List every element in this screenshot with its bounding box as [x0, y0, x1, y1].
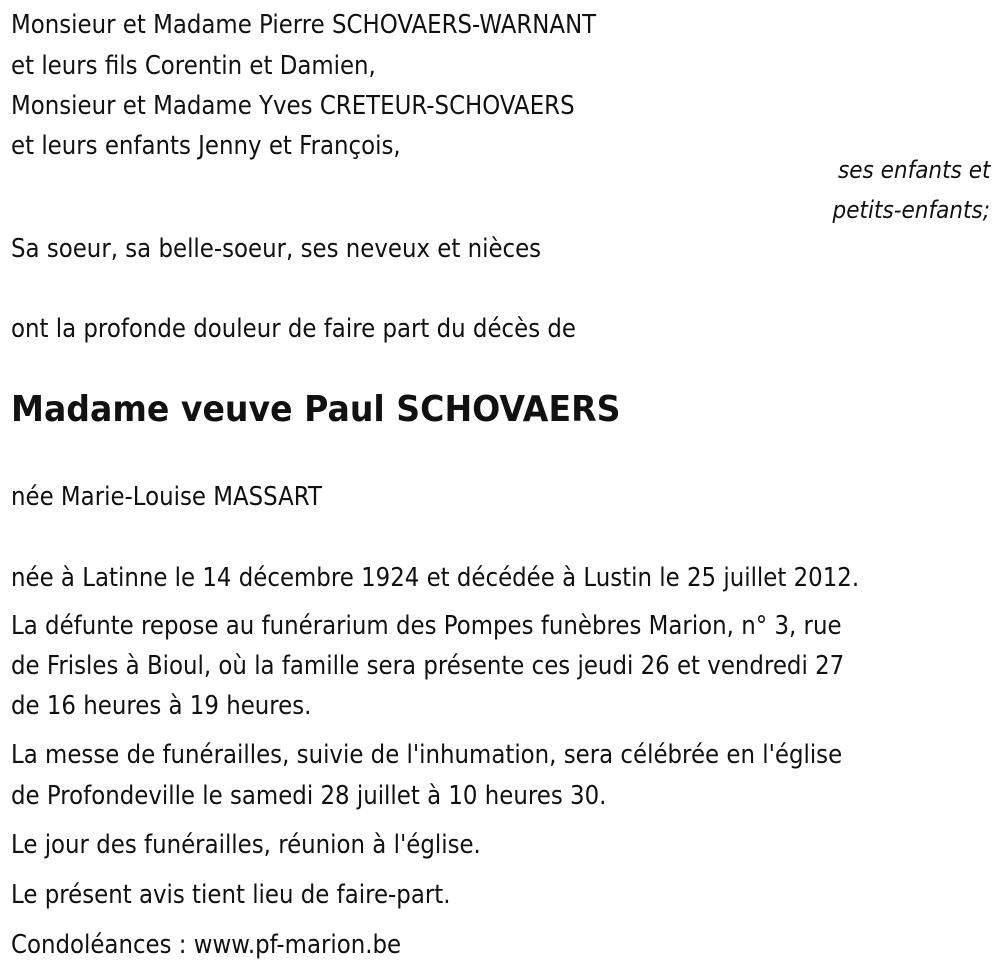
announcement-line: ont la profonde douleur de faire part du décès de: [11, 314, 576, 344]
meeting-line: Le jour des funérailles, réunion à l'église.: [11, 830, 481, 860]
birth-death-line: née à Latinne le 14 décembre 1924 et décédée à Lustin le 25 juillet 2012.: [11, 563, 860, 593]
mass-line-1: La messe de funérailles, suivie de l'inhumation, sera célébrée en l'église: [11, 740, 843, 770]
role-line-1: ses enfants et: [837, 156, 990, 184]
condolences-label: Condoléances :: [11, 930, 194, 960]
role-line-2: petits-enfants;: [832, 196, 990, 224]
condolences-link[interactable]: www.pf-marion.be: [193, 930, 402, 960]
condolences-line: [11, 930, 401, 960]
birth-name: née Marie-Louise MASSART: [11, 482, 322, 512]
family-line-3: Monsieur et Madame Yves CRETEUR-SCHOVAERS: [11, 91, 575, 121]
siblings-line: Sa soeur, sa belle-soeur, ses neveux et nièces: [11, 234, 542, 264]
mass-line-2: de Profondeville le samedi 28 juillet à 10 heures 30.: [11, 781, 607, 811]
visitation-line-1: La défunte repose au funérarium des Pompes funèbres Marion, n° 3, rue: [11, 611, 842, 641]
deceased-name: Madame veuve Paul SCHOVAERS: [11, 389, 621, 430]
visitation-line-2: de Frisles à Bioul, où la famille sera présente ces jeudi 26 et vendredi 27: [11, 651, 845, 681]
notice-line: Le présent avis tient lieu de faire-part.: [11, 880, 451, 910]
family-line-2: et leurs fils Corentin et Damien,: [11, 51, 376, 81]
family-line-4: et leurs enfants Jenny et François,: [11, 131, 401, 161]
family-line-1: Monsieur et Madame Pierre SCHOVAERS-WARNANT: [11, 10, 597, 40]
visitation-line-3: de 16 heures à 19 heures.: [11, 691, 312, 721]
